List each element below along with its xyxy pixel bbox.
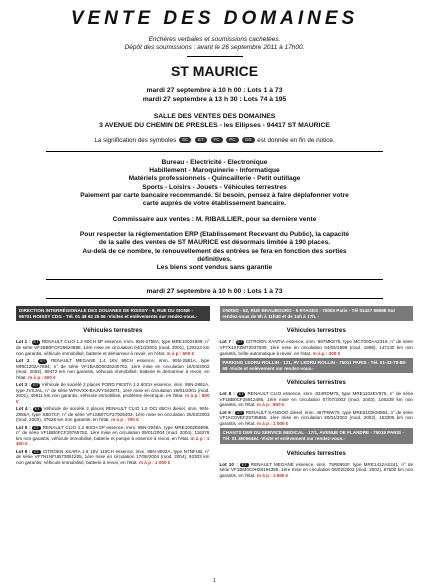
reserve-price: m à p : 1 400 € bbox=[16, 435, 210, 447]
divider bbox=[46, 151, 383, 152]
category-line: Bureau - Electricité - Electronique bbox=[161, 159, 268, 166]
reserve-price: m à p : 800 € bbox=[256, 402, 285, 408]
symbol-badge: ET bbox=[34, 425, 40, 430]
left-column bbox=[16, 306, 210, 480]
lot-description: RENAULT CLIO 1.2 60CH 5P essence, imm. 95N-2948A, type MRE1002E6998, n° de série VF1BB0FCF29765752, 1ère mise en circulation 09/01/2004 (mod. 2004), 116276 km non garantis, véhicule immobilisé, batterie et pompe à essence à revoir, en l'état. bbox=[16, 424, 210, 441]
divider bbox=[46, 279, 383, 280]
lot-number: Lot 9 : bbox=[219, 409, 236, 415]
lot-item bbox=[16, 406, 210, 423]
reserve-price: m à p : 1 000 € bbox=[138, 459, 171, 465]
reserve-price: m à p : 300 € bbox=[312, 350, 341, 356]
categories bbox=[16, 159, 413, 208]
symbol-badge: ET bbox=[195, 137, 207, 143]
section-title: Véhicules terrestres bbox=[83, 327, 143, 335]
symbol-badge: ET bbox=[40, 359, 46, 364]
symbol-badge: ET bbox=[33, 383, 39, 388]
payment-line: Paiement par carte bancaire recommandé. Si besoin, pensez à faire déplafonner votre bbox=[80, 191, 349, 199]
lot-list bbox=[220, 391, 414, 426]
catalog-page bbox=[0, 8, 429, 588]
category-line: Habillement - Maroquinerie - Informatique bbox=[149, 167, 280, 175]
right-column bbox=[220, 306, 414, 480]
lot-item bbox=[16, 449, 210, 466]
symbols-prefix: La signification des symboles bbox=[94, 137, 177, 144]
lot-description: RENAULT MEGANE 1.4 16V 95CH essence, imm. 95N-2881A, type MRE1202A7884, n° de série VF1BA0D0026240792, 1ère mise en circulation 16/04/2002 (mod. 2002), 89472 km non garantis, véhicule immobilisé, batterie et démarreur à revoir, en l'état. bbox=[16, 358, 210, 380]
lot-description: CITROEN XANTIA essence, imm. 987MKE75, type MCT000AA2319, n° de série VF7X1XFZM72037630, 1ère mise en circulation 04/05/1998 (mod. 1998), 147130 km non garantis, boîte automatique à revoir, en l'état. bbox=[219, 339, 413, 356]
symbol-badge: ET bbox=[33, 340, 39, 345]
symbols-note bbox=[16, 137, 413, 144]
section-title: Véhicules terrestres bbox=[286, 379, 346, 387]
page-title: VENTE DES DOMAINES bbox=[70, 8, 359, 29]
erp-line: de la salle des ventes de ST MAURICE est désormais limitée à 190 places. bbox=[98, 239, 331, 247]
divider bbox=[187, 56, 243, 57]
lot-list bbox=[220, 339, 414, 356]
reserve-price: m à p : 800 € bbox=[16, 393, 210, 404]
erp-line: Au-delà de ce nombre, le renouvellement des entrées se fera en fonction des sorties bbox=[82, 247, 347, 255]
reserve-price: m à p : 1 600 € bbox=[256, 472, 289, 478]
symbol-badge: ET bbox=[237, 340, 243, 345]
lot-item bbox=[220, 339, 414, 356]
lot-description: CITROEN XSARA 1.6 16V 110CH essence, imm. 95N-3002A, type N7NFUB, n° de série VF7N1NFUB73851205, 1ère mise en circulation 17/06/2004 (mod. 2004), 92303 km non garantis, véhicule immobilisé, batterie à revoir, en l'état. bbox=[16, 448, 210, 465]
lot-number: Lot 7 : bbox=[219, 339, 236, 345]
lot-description: Véhicule de société 2 places RENAULT CLIO 1.5 DCI 65CH diesel, imm. 95N-2886A, type SB07CF, n° de série VF1SB07CF27925403, 1ère mise en circulation 25/02/2003 (mod. 2003), 47625 km non garantis, en l'état. bbox=[16, 406, 210, 423]
symbol-badge: PC bbox=[226, 137, 238, 143]
location-box: DNRED - 62, RUE BEAUBOURG - 5 ETAGES - 75003 Paris - Tél 01427 88688 Sur rendez-vous de 9h à 11h30 et de 14h à 17h. - bbox=[220, 306, 414, 321]
symbol-badge: DS bbox=[242, 137, 254, 143]
schedule bbox=[16, 87, 413, 104]
lot-number: Lot 1 : bbox=[16, 339, 32, 345]
symbol-badge: ET bbox=[34, 449, 40, 454]
intro-line: Enchères verbales et soumissions cachetées. bbox=[148, 36, 281, 43]
symbol-badge: ET bbox=[241, 462, 247, 467]
lot-number: Lot 4 : bbox=[16, 406, 33, 412]
lot-number: Lot 10 : bbox=[219, 461, 240, 467]
lot-number: Lot 3 : bbox=[16, 382, 32, 388]
intro-text bbox=[16, 36, 413, 52]
section-title: Véhicules terrestres bbox=[286, 449, 346, 457]
lot-item bbox=[16, 382, 210, 404]
symbol-badge: ET bbox=[238, 392, 244, 397]
lot-item bbox=[220, 391, 414, 408]
symbol-badge: FC bbox=[211, 137, 223, 143]
lot-description: RENAULT CLIO 1.2 60CH 5P essence, imm. 95N-2758A, type MRE10024999, n° de série VF1BB0FCF25624698, 1ère mise en circulation 04/10/2001 (mod. 2001), 120213 km non garantis, véhicule immobilisé, batterie et démarreur à revoir, en l'état. bbox=[16, 339, 210, 356]
symbol-badge: SC bbox=[179, 137, 191, 143]
category-line: Matériels professionnels - Quincaillerie - Petit outillage bbox=[128, 175, 301, 183]
lot-description: Véhicule de société 2 places FORD FIESTA 1.2 60CH essence, imm. 95N-2861A, type JVSJAL, n° de série WF0VXX-BAJVYS62871, 1ère mise en circulation 29/01/2001 (mod. 2001), 40811 km non garantis, véhicule immobilisé, problème électrique, en l'état. bbox=[16, 382, 210, 399]
hall-address bbox=[16, 113, 413, 130]
reserve-price: m à p : 700 € bbox=[111, 417, 139, 423]
symbols-suffix: est donnée en fin de notice. bbox=[257, 137, 335, 144]
lot-item bbox=[16, 358, 210, 380]
hall-line: 3 AVENUE DU CHEMIN DE PRESLES - les Ellipses - 94417 ST MAURICE bbox=[99, 121, 330, 129]
reserve-price: m à p : 1 000 € bbox=[256, 420, 289, 426]
lot-description: RENAULT MEGANE essence, imm. 75R699JF, type MRE1412AS241, n° de série VF1BM0C0H28194358, 1ère mise en circulation 06/02/2002 (mod. 2002), 97500 km non garantis, en l'état. bbox=[219, 461, 413, 478]
section-title: Véhicules terrestres bbox=[286, 327, 346, 335]
lot-number: Lot 5 : bbox=[16, 424, 33, 430]
lot-number: Lot 2 : bbox=[16, 358, 39, 364]
lot-item bbox=[220, 410, 414, 427]
location-box: PARKING LEDRU-ROLLIN - 121, AV LEDRU-ROLLIN - 75011 PARIS - Tél. 01-42-78-88-68 -Visite et enlèvement sur rendez-vous.- bbox=[220, 358, 414, 373]
erp-notice bbox=[16, 231, 413, 272]
location-box: CHANTS DER DU SERVICE MEDICAL - 17/1, AVENUE DE FLANDRE - 75019 PARIS - Tél. 01 46056484 -Visite et enlèvement sur rendez-vous.- bbox=[220, 428, 414, 443]
divider bbox=[46, 298, 383, 299]
lot-item bbox=[16, 339, 210, 356]
lot-description: RENAULT CLIO essence, imm. 834RDM75, type MRE1102EV975, n° de série VF1BB0CF26912486, 1ère mise en circulation 07/07/2003 (mod. 2003), 106339 km non garantis, en l'état. bbox=[219, 391, 413, 408]
payment-line: carte auprès de votre établissement bancaire. bbox=[142, 200, 287, 208]
symbol-badge: ET bbox=[34, 407, 40, 412]
lot-number: Lot 6 : bbox=[16, 448, 33, 454]
page-number: 1 bbox=[213, 578, 216, 584]
reserve-price: m à p : 500 € bbox=[166, 350, 195, 356]
lot-list bbox=[16, 339, 210, 465]
venue-title: ST MAURICE bbox=[170, 63, 259, 79]
hall-line: SALLE DES VENTES DES DOMAINES bbox=[153, 113, 276, 120]
lot-description: RENAULT KANGOO diesel, imm. 467PBW75, type MRE5102KM584, n° de série VF1KC0VEF26735856, 1ère mise en circulation 30/04/2002 (mod. 2002), 153305 km non garantis, en l'état. bbox=[219, 409, 413, 426]
symbol-badge: ET bbox=[237, 410, 243, 415]
intro-line: Dépôt des soumissions : avant le 26 septembre 2011 à 17h00. bbox=[124, 44, 305, 51]
erp-line: Les biens sont vendus sans garantie bbox=[156, 264, 273, 272]
lot-item bbox=[16, 425, 210, 447]
commissaire: Commissaire aux ventes : M. RIBAILLIER, pour sa dernière vente bbox=[112, 216, 317, 224]
lot-item bbox=[220, 462, 414, 479]
erp-line: définitives. bbox=[197, 255, 232, 263]
schedule-line: mardi 27 septembre à 13 h 30 : Lots 74 à 195 bbox=[142, 95, 287, 103]
erp-line: Pour respecter la réglementation ERP (Etablissement Recevant du Public), la capacité bbox=[79, 231, 350, 239]
lot-list bbox=[220, 462, 414, 479]
reserve-price: m à p : 600 € bbox=[28, 374, 56, 380]
lots-columns bbox=[16, 306, 413, 480]
category-line: Sports - Loisirs - Jouets - Véhicules terrestres bbox=[142, 183, 287, 191]
session-title: mardi 27 septembre à 10 h 00 : Lots 1 à 73 bbox=[146, 288, 283, 296]
lot-number: Lot 8 : bbox=[219, 391, 237, 397]
location-box: DIRECTION INTERRÉGIONALE DES DOUANES DE ROISSY - 9, RUE DU SIGNE - 95701 ROISSY CDG - Tél. 01 48 62 25 06 -Visites et enlèvements sur rendez-vous.- bbox=[16, 306, 210, 321]
schedule-line: mardi 27 septembre à 10 h 00 : Lots 1 à 73 bbox=[146, 87, 283, 94]
